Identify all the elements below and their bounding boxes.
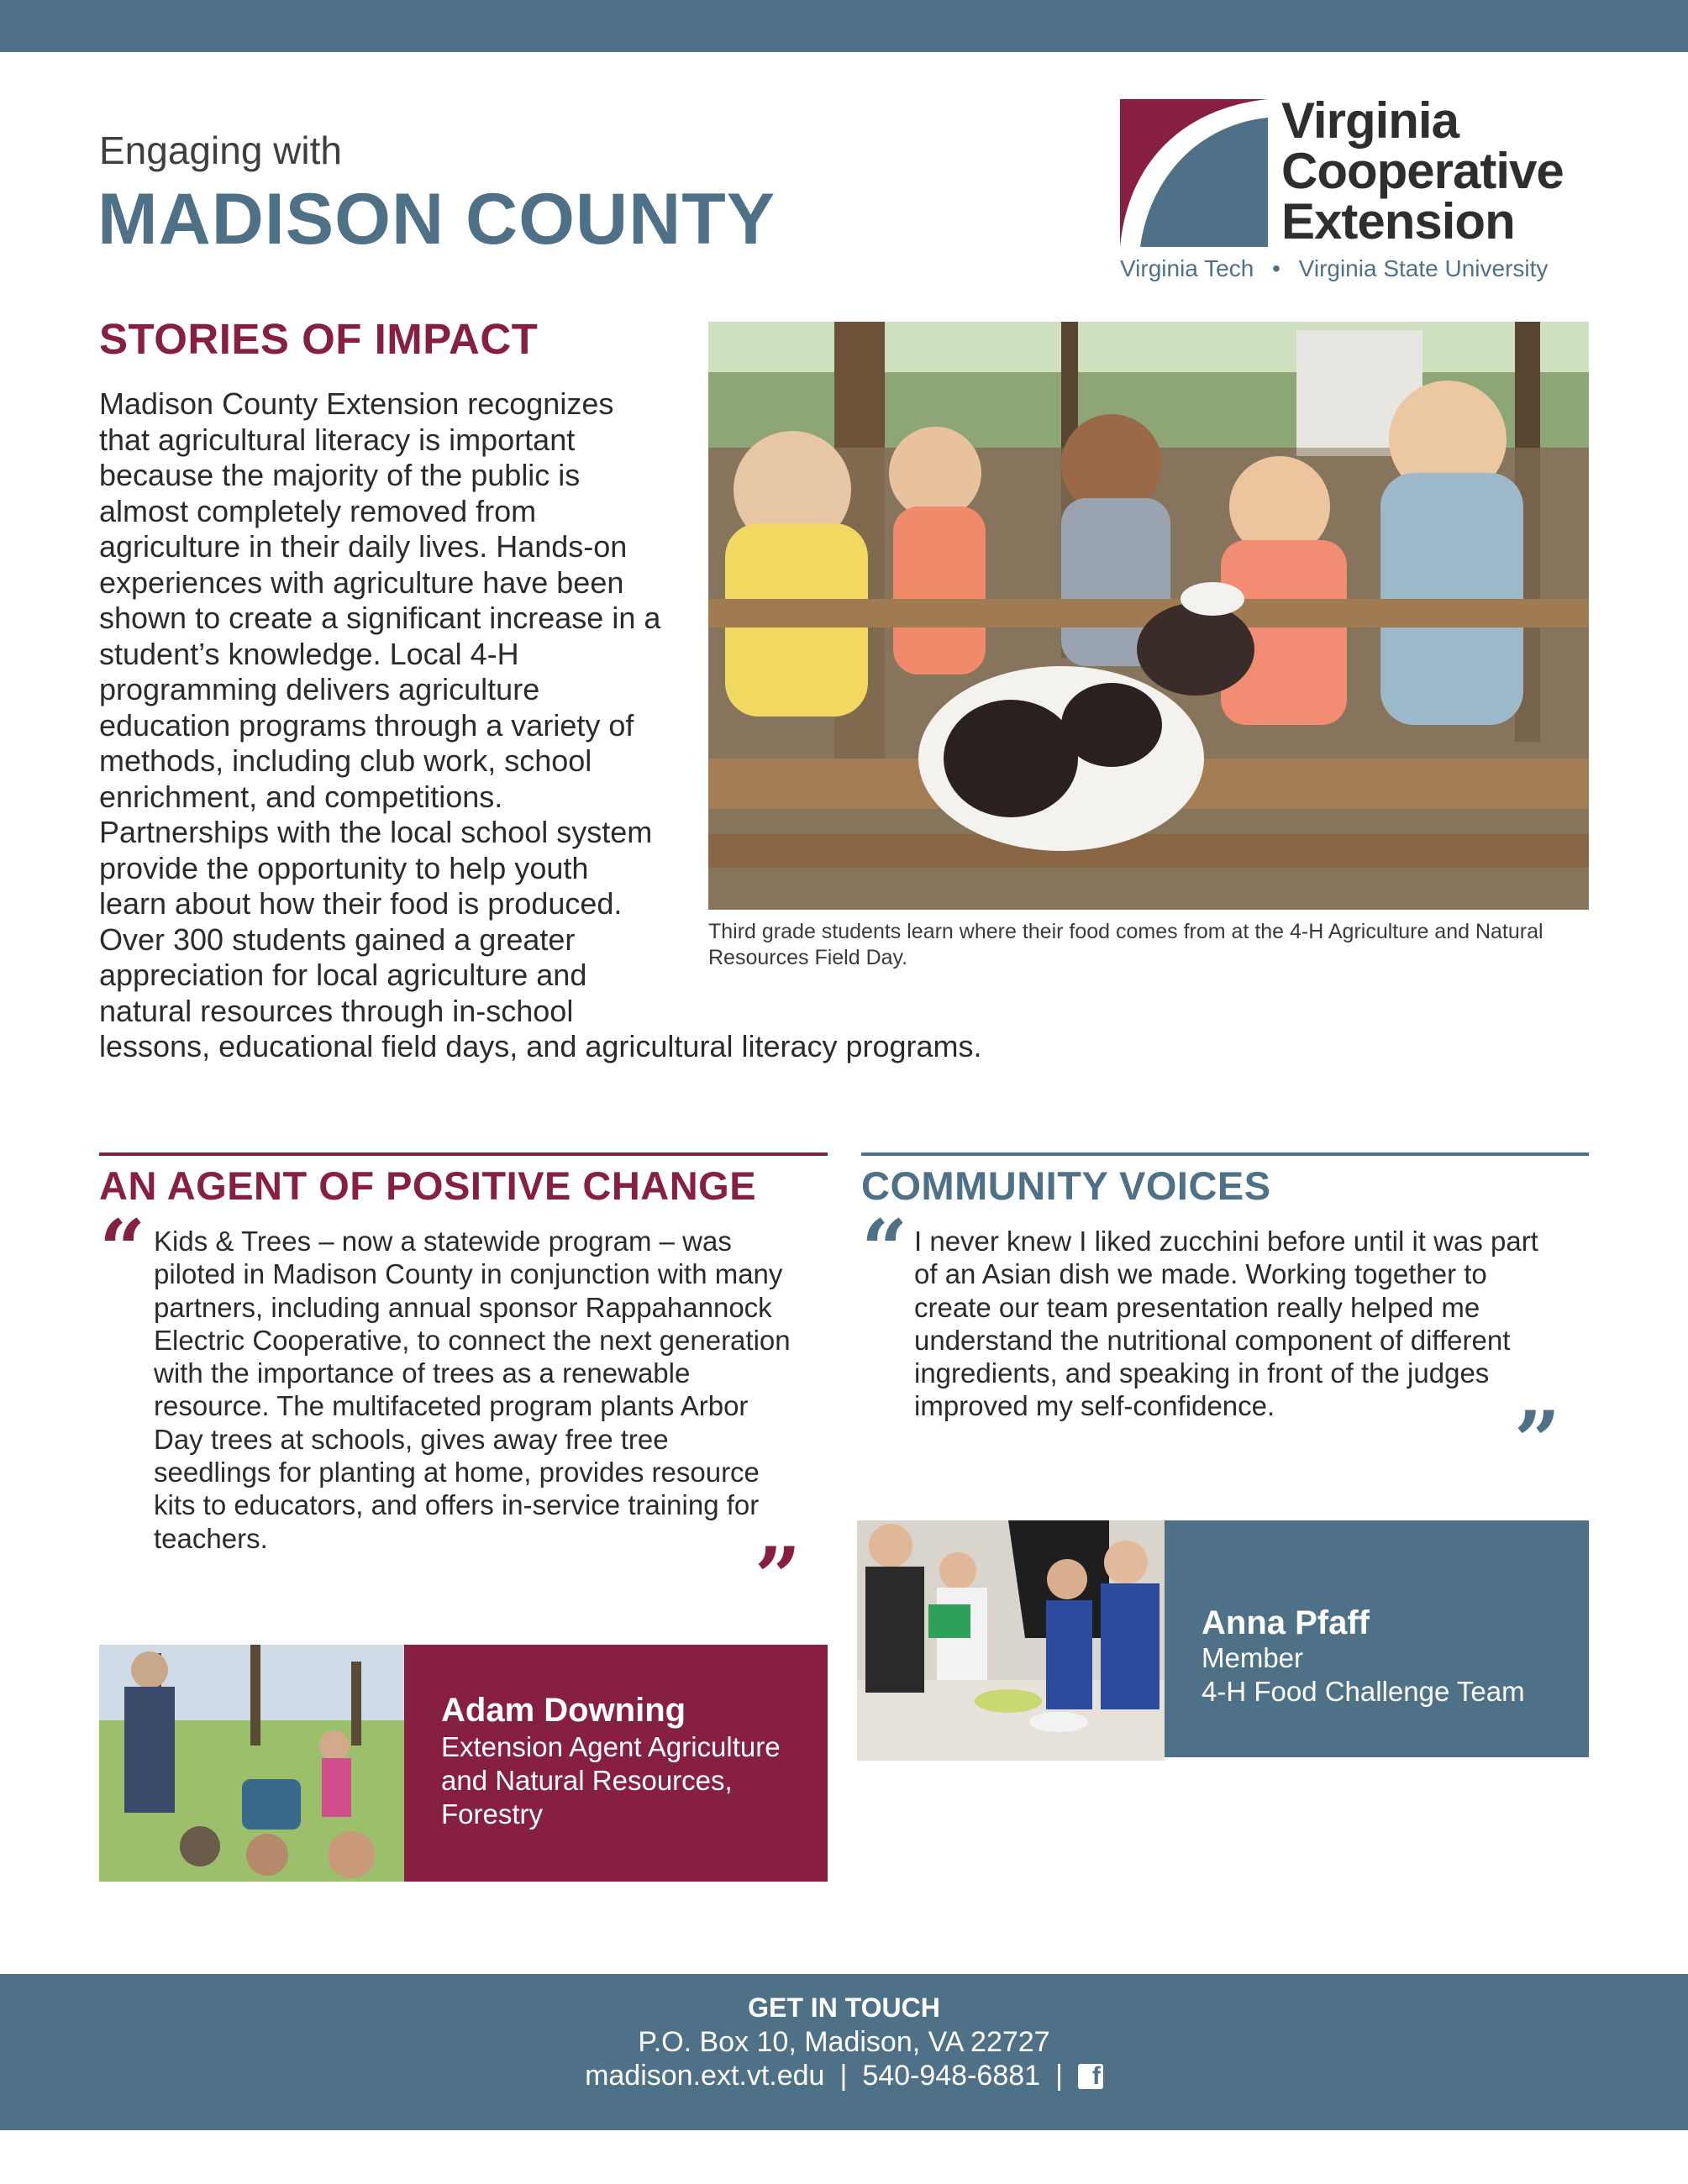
footer-contact [0, 2060, 1688, 2092]
vce-logo [1120, 92, 1591, 294]
agent-heading: AN AGENT OF POSITIVE CHANGE [99, 1163, 757, 1208]
adam-name: Adam Downing [441, 1692, 686, 1729]
open-quote-icon: “ [99, 1202, 146, 1297]
footer-title: GET IN TOUCH [748, 1992, 940, 2023]
voices-quote: I never knew I liked zucchini before until it was part of an Asian dish we made. Working together to create our team presentation really helped me understand the nutritional component of different ingredients, and speaking in front of the judges improved my self-confidence. [914, 1226, 1538, 1422]
adam-downing-card [404, 1645, 828, 1882]
anna-role-line-2: 4-H Food Challenge Team [1202, 1676, 1525, 1707]
anna-pfaff-card [1165, 1520, 1589, 1757]
adam-role-line-1: Extension Agent Agriculture [441, 1731, 781, 1762]
logo-sub-left: Virginia Tech [1120, 255, 1254, 281]
open-quote-icon: “ [861, 1202, 908, 1297]
logo-sub-right: Virginia State University [1298, 255, 1549, 281]
vce-logo-mark [1120, 99, 1268, 247]
agent-quote: Kids & Trees – now a statewide program – was piloted in Madison County in conjunction with many partners, including annual sponsor Rappahannock Electric Cooperative, to connect the next generation with the importance of trees as a renewable resource. The multifaceted program plants Arbor Day trees at schools, gives away free tree seedlings for planting at home, provides resource kits to educators, and offers in-service training for teachers. [154, 1226, 791, 1554]
logo-line-1: Virginia [1281, 92, 1459, 149]
voices-divider [861, 1152, 1589, 1156]
photo-caption: Third grade students learn where their food comes from at the 4-H Agriculture and Natural Resources Field Day. [708, 920, 1543, 969]
footer [0, 1974, 1688, 2130]
stories-of-impact-text: Madison County Extension recognizes that agricultural literacy is important because the majority of the public is almost completely removed from agriculture in their daily lives. Hands-on experiences with agriculture have been shown to create a significant increase in a student’s knowledge. Local 4-H programming delivers agriculture education programs through a variety of methods, including club work, school enrichment, and competitions. Partnerships with the local school system provide the opportunity to help youth learn about how their food is produced. Over 300 students gained a greater appreciation for local agriculture and natural resources through in-school lessons, educational field days, and agricultural literacy programs. [99, 386, 982, 1063]
page-eyebrow: Engaging with [99, 129, 342, 172]
footer-address: P.O. Box 10, Madison, VA 22727 [638, 2026, 1050, 2058]
anna-name: Anna Pfaff [1202, 1604, 1370, 1641]
logo-line-2: Cooperative [1281, 143, 1564, 199]
photo-float-spacer [688, 386, 1578, 1008]
logo-line-3: Extension [1281, 193, 1515, 249]
footer-separator: | [839, 2060, 848, 2092]
footer-website-link[interactable]: madison.ext.vt.edu [585, 2060, 825, 2092]
adam-role-line-2: and Natural Resources, [441, 1765, 733, 1796]
voices-heading: COMMUNITY VOICES [861, 1163, 1271, 1208]
agent-divider [99, 1152, 828, 1156]
close-quote-icon: ” [1514, 1394, 1561, 1488]
footer-separator: | [1055, 2060, 1063, 2092]
facebook-icon[interactable] [1078, 2061, 1103, 2090]
kids-and-trees-photo [99, 1645, 404, 1882]
page-title: MADISON COUNTY [97, 179, 776, 260]
kids-and-trees-illustration [99, 1645, 404, 1882]
food-challenge-illustration [857, 1520, 1165, 1761]
stories-of-impact-heading: STORIES OF IMPACT [99, 315, 539, 363]
footer-phone[interactable]: 540-948-6881 [862, 2060, 1041, 2092]
top-color-bar [0, 0, 1688, 52]
food-challenge-photo [857, 1520, 1165, 1761]
facebook-glyph: f [1091, 2061, 1101, 2090]
anna-role-line-1: Member [1202, 1642, 1304, 1673]
adam-role-line-3: Forestry [441, 1798, 544, 1830]
logo-subtitle [1120, 255, 1548, 282]
logo-sub-separator: • [1272, 255, 1280, 281]
close-quote-icon: ” [755, 1530, 802, 1625]
